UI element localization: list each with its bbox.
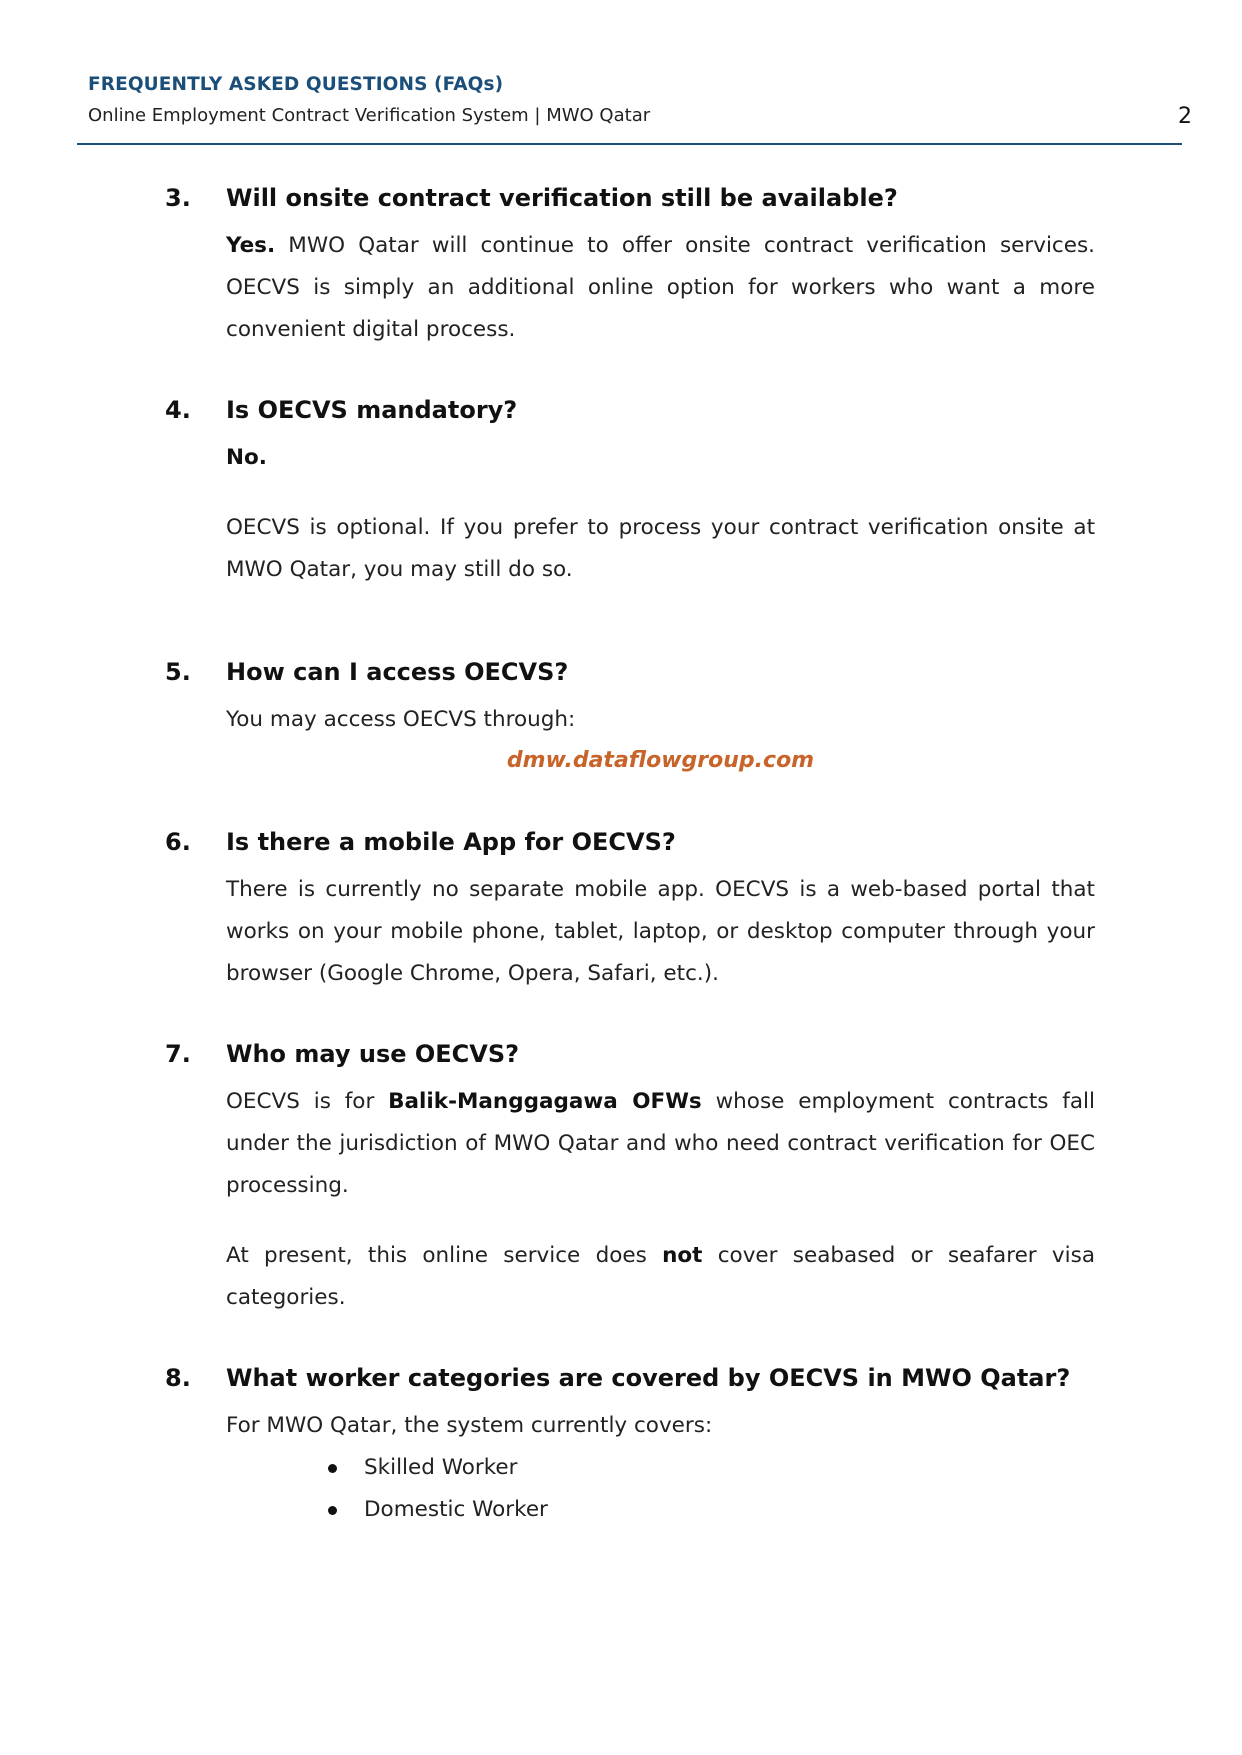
faq-answer	[226, 1081, 1095, 1319]
portal-link[interactable]: dmw.dataflowgroup.com	[506, 748, 815, 773]
faq-answer	[226, 437, 1095, 591]
faq-question: What worker categories are covered by OECVS in MWO Qatar?	[226, 1364, 1071, 1392]
list-item	[326, 1447, 1095, 1489]
faq-question: Who may use OECVS?	[226, 1040, 520, 1068]
answer-lead: No.	[226, 445, 267, 470]
answer-text: OECVS is optional. If you prefer to process your contract verification onsite at MWO Qatar, you may still do so.	[226, 515, 1095, 582]
answer-text-post: cover seabased or seafarer visa categories.	[226, 1243, 1095, 1310]
answer-emphasis: not	[662, 1243, 703, 1268]
answer-text: For MWO Qatar, the system currently covers:	[226, 1413, 713, 1438]
faq-number: 3.	[165, 184, 191, 212]
list-item-label: Skilled Worker	[364, 1455, 518, 1480]
answer-text-pre: At present, this online service does	[226, 1243, 663, 1268]
faq-question: Will onsite contract verification still be available?	[226, 184, 898, 212]
page-header	[88, 74, 1188, 126]
faq-item-5	[165, 658, 1095, 781]
answer-text-pre: OECVS is for	[226, 1089, 389, 1114]
worker-category-list	[326, 1447, 1095, 1531]
faq-question: How can I access OECVS?	[226, 658, 569, 686]
header-subtitle: Online Employment Contract Verification System | MWO Qatar	[88, 105, 651, 126]
faq-number: 4.	[165, 396, 191, 424]
faq-number: 8.	[165, 1364, 191, 1392]
answer-text: MWO Qatar will continue to offer onsite contract verification services. OECVS is simply an additional online option for workers who want a more convenient digital process.	[226, 233, 1095, 342]
faq-question: Is OECVS mandatory?	[226, 396, 518, 424]
list-item-label: Domestic Worker	[364, 1497, 548, 1522]
answer-text-post: whose employment contracts fall under the jurisdiction of MWO Qatar and who need contract verification for OEC processing.	[226, 1089, 1095, 1198]
faq-item-3	[165, 184, 1095, 351]
answer-lead: Yes.	[226, 233, 276, 258]
faq-number: 5.	[165, 658, 191, 686]
faq-item-6	[165, 828, 1095, 995]
faq-answer	[226, 869, 1095, 995]
header-divider	[77, 143, 1182, 145]
faq-answer	[226, 225, 1095, 351]
answer-text: You may access OECVS through:	[226, 707, 576, 732]
answer-text: There is currently no separate mobile app. OECVS is a web-based portal that works on your mobile phone, tablet, laptop, or desktop computer through your browser (Google Chrome, Opera, Safari, etc.).	[226, 877, 1095, 986]
bullet-icon	[328, 1506, 337, 1515]
faq-item-7	[165, 1040, 1095, 1319]
answer-emphasis: Balik-Manggagawa OFWs	[388, 1089, 702, 1114]
list-item	[326, 1489, 1095, 1531]
faq-number: 7.	[165, 1040, 191, 1068]
page-number: 2	[1178, 104, 1192, 129]
faq-item-4	[165, 396, 1095, 591]
faq-question: Is there a mobile App for OECVS?	[226, 828, 676, 856]
faq-number: 6.	[165, 828, 191, 856]
header-title: FREQUENTLY ASKED QUESTIONS (FAQs)	[88, 74, 504, 95]
faq-answer	[226, 1405, 1095, 1531]
bullet-icon	[328, 1464, 337, 1473]
faq-item-8	[165, 1364, 1095, 1531]
faq-answer	[226, 699, 1095, 781]
